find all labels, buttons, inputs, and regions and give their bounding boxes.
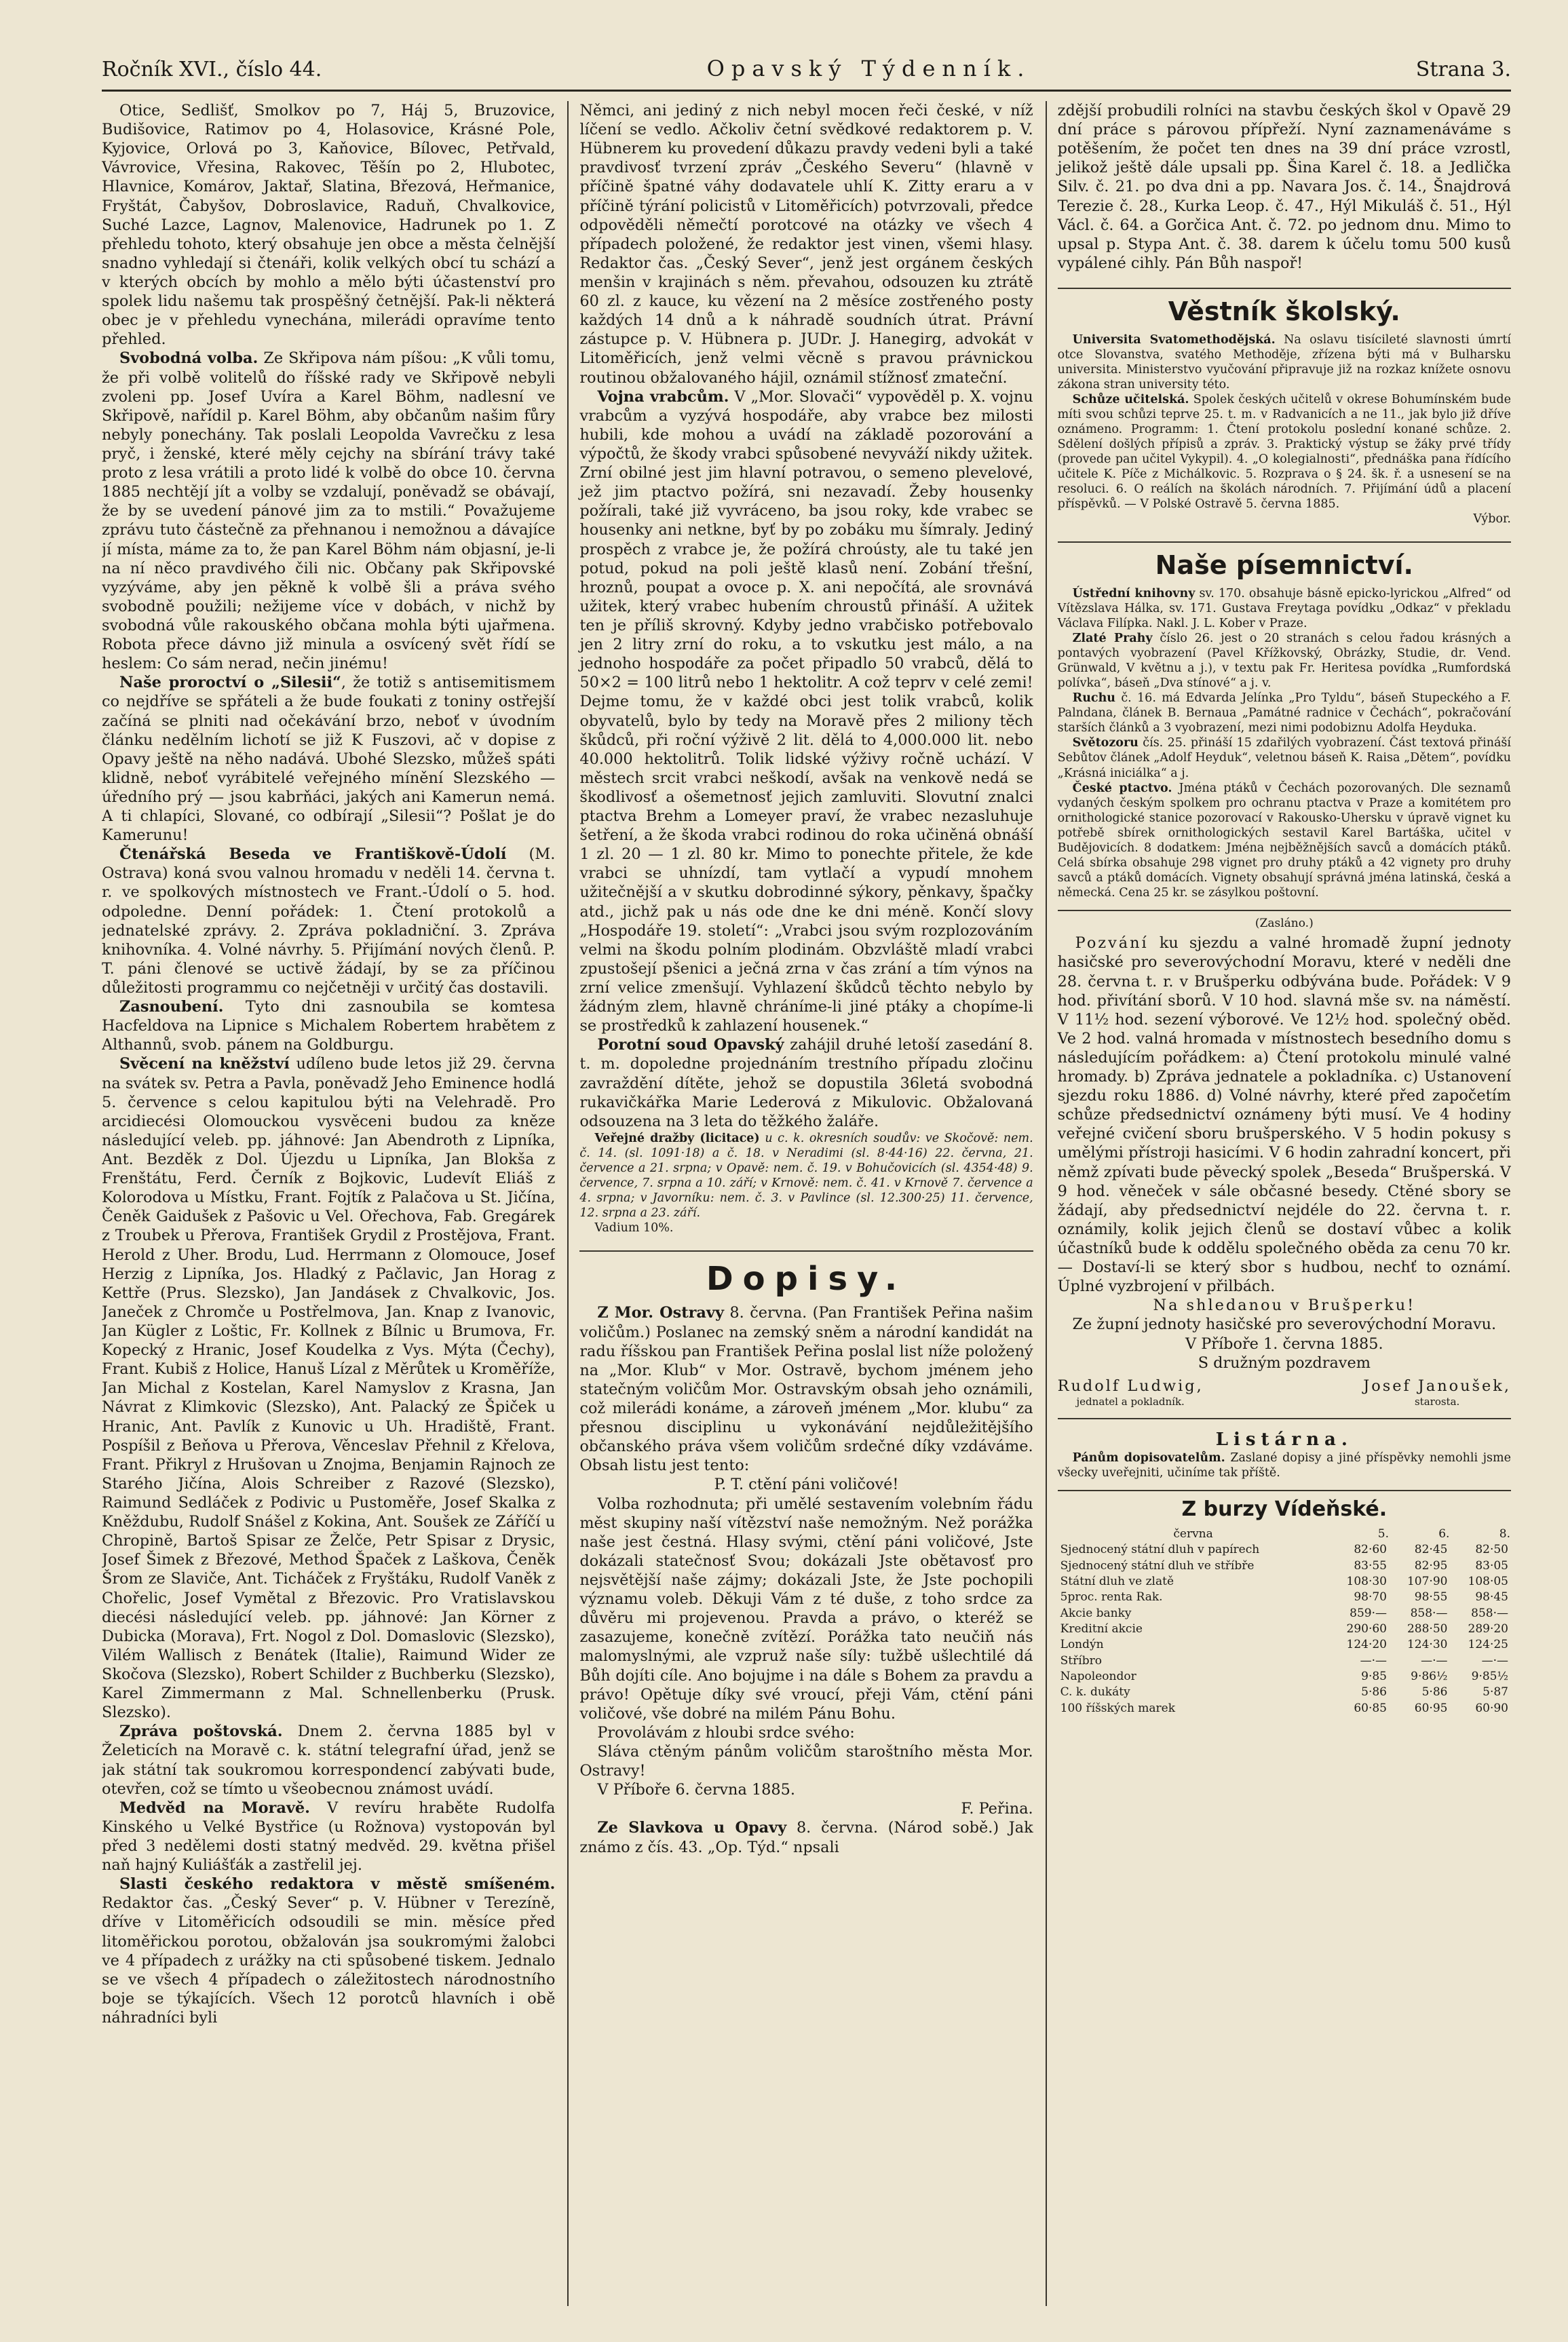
headline: Naše proroctví o „Silesii“ (119, 674, 341, 692)
article-text: ku sjezdu a valné hromadě župní jednoty hasičské pro severovýchodní Moravu, které v neděli dne 28. června t. r. v Brušperku odbývána bude. Pořádek: V 9 hod. přivítání sborů. V 10 hod. slavná mše sv. na náměstí. V 11½ hod. sezení výborové. Ve 12½ hod. společný oběd. Ve 2 hod. valná hromada v místnostech besedního domu s následujícím pořádkem: a) Čtení protokolu minulé valné hromady. b) Zpráva jednatele a pokladníka. c) Ustanovení sjezdu roku 1886. d) Volné návrhy, které před započetím schůze předsednictví oznámeny býti musí. Ve 4 hodiny veřejné cvičení sboru brušperského. V 5 hodin pokusy s umělými přístroji hasicími. V 6 hodin zahradní koncert, při němž zpívati bude pěvecký spolek „Beseda“ Brušperská. V 9 hod. věneček v sále občasné besedy. Ctěné sbory se žádají, aby předsednictví nejdéle do 22. června t. r. oznámily, kolik jejich členů se dostaví vůbec a kolik účastníků bude k oddělu společného oběda za cenu 70 kr. — Dostaví-li se který sbor s hudbou, nechť to oznámí. Úplné vyzbrojení v přilbách. (1057, 934, 1511, 1296)
burza-value: 98·45 (1475, 1590, 1508, 1605)
headline: Medvěd na Moravě. (119, 1799, 310, 1817)
headline: Zpráva poštovská. (119, 1723, 283, 1741)
burza-row-label: 5proc. renta Rak. (1060, 1590, 1163, 1605)
article-text: V revíru hraběte Rudolfa Kinského u Velké Bystřice (u Rožnova) vystopován byl před 3 nedělemi dosti statný medvěd. 29. května přišel naň hajný Kuliášťák a zastřelil jej. (102, 1799, 556, 1875)
invitation-greeting: Na shledanou v Brušperku! (1153, 1297, 1416, 1315)
burza-value: 98·70 (1354, 1590, 1387, 1605)
article-vojna-vrabcum (579, 387, 1033, 1036)
article-porotni-soud (579, 1035, 1033, 1131)
article-citenarska-beseda (102, 845, 555, 997)
article-text: č. 16. má Edvarda Jelínka „Pro Tyldu“, báseň Stupeckého a F. Palndana, článek B. Bernaua „Památné radnice v Čechách“, pokračování starších článků a 3 vyobrazení, mezi nimi podobiznu Adolfa Heyduka. (1057, 691, 1511, 735)
divider (1058, 1418, 1511, 1419)
burza-value: 82·50 (1475, 1543, 1508, 1557)
invitation (1058, 934, 1511, 1296)
burza-row-label: Sjednocený státní dluh v papírech (1060, 1543, 1260, 1557)
article-text: Jména ptáků v Čechách pozorovaných. Dle seznamů vydaných českým spolkem pro ochranu ptactva v Praze a komitétem pro ornithologické stanice pozorovací v Rakousko-Uhersku v úpravě vignet ku potřebě sbírek ornithologických sestavil Karel Bartáška, učitel v Budějovicích. 8 dodatkem: Jména nejběžnějších savců a domácích ptáků. Celá sbírka obsahuje 298 vignet pro druhy ptáků a 42 vignety pro druhy savců a ptáků domácích. Vignety obsahují správná jména latinská, česká a německá. Cena 25 kr. se zásylkou poštovní. (1057, 781, 1511, 900)
burza-value: 60·95 (1414, 1701, 1448, 1715)
page-number: Strana 3. (1415, 58, 1511, 81)
article-text: sv. 170. obsahuje básně epicko-lyrickou „Alfred“ od Vítězslava Hálka, sv. 171. Gustava Freytaga povídku „Odkaz“ v překladu Václava Filípka. Nakl. J. L. Kober v Praze. (1057, 586, 1511, 631)
burza-value: 83·05 (1475, 1558, 1508, 1573)
section-dopisy-title: Dopisy. (579, 1250, 1033, 1299)
section-vestnik-title: Věstník školský. (1058, 288, 1511, 328)
headline: Pánům dopisovatelům. (1072, 1451, 1225, 1465)
section-pisemnictvi-title: Naše písemnictví. (1058, 541, 1511, 582)
headline: Čtenářská Beseda ve Františkově-Údolí (119, 845, 507, 864)
burza-row-label: Londýn (1060, 1638, 1104, 1652)
burza-value: 82·95 (1414, 1558, 1448, 1573)
burza-value: 9·85 (1361, 1670, 1387, 1684)
headline: Svobodná volba. (119, 349, 259, 368)
article-text: Na oslavu tisícileté slavnosti úmrtí otce Slovanstva, svatého Methoděje, zřízena býti má v Bulharsku universita. Ministerstvo vyučování připravuje již na rozkaz knížete osnovu zákona stran university této. (1057, 332, 1511, 391)
article-slasti (102, 1875, 555, 2027)
signature-ludwig: Rudolf Ludwig, jednatel a pokladník. (1057, 1377, 1204, 1408)
section-pisemnictvi (1058, 586, 1511, 900)
headline: Universita Svatomethodějská. (1072, 332, 1276, 347)
article-text: čís. 25. přináší 15 zdařilých vyobrazení. Část textová přináší Sebůtov článek „Adolf Heyduk“, veletnou báseň K. Raisa „Dětem“, povídku „Krásná iniciálka“ a j. (1057, 736, 1511, 780)
section-vestnik (1058, 332, 1511, 527)
burza-row-label: Akcie banky (1060, 1606, 1132, 1620)
article-zasnoubeni (102, 997, 555, 1054)
burza-row-label: Stříbro (1060, 1653, 1102, 1668)
article-text: Redaktor čas. „Český Sever“ p. V. Hübner v Terezíně, dříve v Litoměřicích odsoudili se min. měsíce před litoměřickou porotou, obžalován jsa soukromými žalobci ve 4 případech z urážky na cti spůsobené tiskem. Jednalo se ve všech 4 případech o záležitostech národnostního boje se týkajících. Všech 12 porotců hlavních i obě náhradníci byli (102, 1894, 556, 2027)
headline: Porotní soud Opavský (597, 1036, 784, 1054)
burza-value: 82·45 (1414, 1543, 1448, 1557)
burza-value: 289·20 (1468, 1622, 1508, 1636)
letter-slavkov (579, 1818, 1033, 1856)
burza-value: —·— (1360, 1653, 1387, 1668)
article-text: udíleno bude letos již 29. června na svátek sv. Petra a Pavla, poněvadž Jeho Eminence hodlá 5. července s celou kapitulou býti na Velehradě. Pro arcidiecési Olomouckou vysvěceni budou za kněze následující veleb. pp. jáhnové: Jan Abendroth z Lipníka, Ant. Bezděk z Dol. Újezdu u Lipníka, Jan Blokša z Frenštátu, Ferd. Černík z Bojkovic, Ludevít Eliáš z Kolorodova u Místku, Frant. Fojtík z Palačova u St. Jičína, Čeněk Gaidušek z Pašovic u Vel. Ořechova, Fab. Gregárek z Troubek u Přerova, František Grydil z Prostějova, Frant. Herold z Uher. Brodu, Lud. Herrmann z Olomouce, Josef Herzig z Lipníka, Jos. Hladký z Pačlavic, Jan Horag z Kettře (Prus. Slezsko), Jan Jandásek z Chvalkovic, Jos. Janeček z Chromče u Postřelmova, Jan. Knap z Ivanovic, Jan Kügler z Loštic, Fr. Kollnek z Bílnic u Brumova, Fr. Kopecký z Hranic, Josef Koudelka z Vys. Mýta (Čechy), Frant. Kubiš z Holice, Hanuš Lízal z Měrůtek u Kroměříže, Jan Michal z Kostelan, Karel Namyslov z Krasna, Jan Návrat z Klimkovic (Slezsko), Ant. Palacký ze Špiček u Hranic, Ant. Pavlík z Kunovic u Uh. Hradiště, Frant. Pospíšil z Beňova u Přerova, Věnceslav Přehnil z Křelova, Frant. Přikryl z Hrušovan u Znojma, Benjamin Rajnoch ze Starého Jičína, Alois Schreiber z Razové (Slezsko), Raimund Sedláček z Podivic u Pustoměře, Josef Skalka z Kněždubu, Rudolf Snášel z Kokina, Ant. Soušek ze Záříčí u Chropině, Bartoš Spisar ze Želče, Petr Spisar z Drysic, Josef Šimek z Březové, Method Špaček z Laškova, Čeněk Šrom ze Slaviče, Ant. Ticháček z Fryštáku, Rudolf Vaněk z Chořelic, Josef Vymětal z Březovic. Pro Vratislavskou diecési následující veleb. pp. jáhnové: Jan Körner z Dubicka (Morava), Frt. Nogol z Dol. Domaslovic (Slezsko), Vilém Wallisch z Benátek (Italie), Raimund Wider ze Skočova (Slezsko), Robert Schilder z Buchberku (Slezsko), Karel Zimmermann z Mal. Schnellenberku (Prusk. Slezsko). (102, 1055, 556, 1722)
burza-row-label: C. k. dukáty (1060, 1685, 1130, 1700)
burza-value: 9·86½ (1411, 1670, 1448, 1684)
burza-value: 9·85½ (1471, 1670, 1508, 1684)
column-2 (567, 101, 1033, 2306)
burza-value: 858·— (1471, 1606, 1508, 1620)
letter-closing: Provolávám z hloubi srdce svého: (597, 1723, 855, 1742)
burza-value: 108·30 (1346, 1575, 1387, 1589)
burza-value: 288·50 (1407, 1622, 1448, 1636)
burza-row-label: Sjednocený státní dluh ve stříbře (1060, 1558, 1255, 1573)
invitation-from: Ze župní jednoty hasičské pro severovýchodní Moravu. (1072, 1316, 1497, 1334)
burza-header-row (1058, 1527, 1511, 1542)
burza-header-day: 5. (1377, 1527, 1389, 1541)
listarna-title: Listárna. (1215, 1429, 1353, 1450)
burza-value: 107·90 (1407, 1575, 1448, 1589)
invitation-regards: S družným pozdravem (1198, 1354, 1371, 1372)
signature-janousek: Josef Janoušek, starosta. (1363, 1377, 1511, 1408)
listarna (1058, 1451, 1511, 1480)
table-row (1058, 1669, 1511, 1685)
headline: Světozoru (1072, 736, 1139, 750)
article-text: Tyto dni zasnoubila se komtesa Hacfeldova na Lipnice s Michalem Robertem hrabětem z Althannů, svob. pánem na Goldburgu. (102, 998, 556, 1054)
zaslano-label: (Zasláno.) (1058, 910, 1511, 931)
headline: Z Mor. Ostravy (597, 1304, 724, 1322)
burza-value: 124·20 (1346, 1638, 1387, 1652)
burza-value: 98·55 (1414, 1590, 1448, 1605)
headline: Vojna vrabcům. (597, 387, 729, 406)
newspaper-title: Opavský Týdenník. (706, 56, 1031, 81)
letter-place-date: V Příboře 6. června 1885. (597, 1781, 796, 1799)
table-row (1058, 1701, 1511, 1716)
burza-row-label: Kreditní akcie (1060, 1622, 1143, 1636)
article-sveceni (102, 1054, 555, 1722)
burza-value: 60·85 (1354, 1701, 1387, 1715)
volume-issue: Ročník XVI., číslo 44. (102, 58, 322, 81)
article-text: Ze Skřipova nám píšou: „K vůli tomu, že při volbě volitelů do říšské rady ve Skřipově nebyli zvoleni pp. Josef Uvíra a Karel Böhm, nadlesní ve Skřipově, nařídil p. Karel Böhm, aby občanům našim fůry nebyly ponechány. Tak poslali Leopolda Vavrečku z lesa pryč, i ženské, které měly cejchy na sbírání trávy také proto z lesa vrátili a proto lidé k volbě do obce 10. června 1885 nechtějí jít a volby se vzdalují, poněvadž se obávají, že by se uvedení pánové jim za to mstili.“ Považujeme zprávu tuto částečně za přehnanou i nemožnou a dávajíce jí místa, máme za to, že pan Karel Böhm nám objasní, je-li na ní něco pravdivého čili nic. Občany pak Skřipovské vyzýváme, aby jen pěkně k volbě šli a práva svého svobodně použili; nežijeme více v dobách, v nichž by svobodná vůle rakouského občana mohla býti ujařmena. Robota přece dávno již minula a osvícený svět řídí se heslem: Co sám nerad, nečin jinému! (102, 349, 556, 673)
article-postovska (102, 1722, 555, 1798)
table-row (1058, 1558, 1511, 1574)
article-text: Spolek českých učitelů v okrese Bohumínském bude míti svou schůzi teprve 25. t. m. v Radvanicích a ne 11., jak bylo již dříve oznámeno. Programm: 1. Čtení protokolu poslední konané schůze. 2. Sdělení došlých přípisů a zpráv. 3. Praktický výstup se žáky prvé třídy (provede pan učitel Vykypil). 4. „O kolegialnosti“, přednáška pana řídícího učitele K. Píče z Michálkovic. 5. Rozprava o § 24. šk. ř. a usnesení se na resoluci. 6. O reálích na školách národních. 7. Přijímání údů a placení příspěvků. — V Polské Ostravě 5. června 1885. (1057, 392, 1511, 512)
invitation-signatures (1058, 1377, 1511, 1408)
article-proroctvi (102, 673, 555, 845)
burza-header-day: 8. (1499, 1527, 1510, 1541)
article-text: 8. června. (Pan František Peřina našim voličům.) Poslanec na zemský sněm a národní kandidát na radu říšskou pan František Peřina poslal list níže položený na „Mor. Klub“ v Mor. Ostravě, bychom jménem jeho statečným voličům Mor. Ostravským obsah jeho oznámili, což milerádi konáme, a zároveň jménem „Mor. klubu“ za přesnou disciplinu u vykonávání nejdůležitějšího občanského práva všem voličům srdečné díky vzdáváme. Obsah listu jest tento: (579, 1304, 1033, 1475)
burza-value: 60·90 (1475, 1701, 1508, 1715)
headline: Schůze učitelská. (1072, 392, 1189, 406)
article-participation: Otice, Sedlišť, Smolkov po 7, Háj 5, Bruzovice, Budišovice, Ratimov po 4, Holasovice, Krásné Pole, Kyjovice, Orlová po 3, Kaňovice, Bílovec, Petřvald, Vávrovice, Vřesina, Rakovec, Těšín po 2, Hlubotec, Hlavnice, Komárov, Jaktař, Slatina, Březová, Heřmanice, Fryštát, Čabyšov, Dobroslavice, Raduň, Chvalkovice, Suché Lazce, Lagnov, Malenovice, Hadrunek po 1. Z přehledu tohoto, který obsahuje jen obce a města čelnější snadno vyhledají si čtenáři, kolik velkých obcí tu schází a v kterých obcích by mohlo a mělo býti účastenství pro spolek lidu našemu tak prospěšný četnější. Pak-li některá obec je v přehledu vynechána, milerádi opravíme tento přehled. (102, 102, 556, 349)
article-text: Zaslané dopisy a jiné příspěvky nemohli jsme všecky uveřejniti, učiníme tak příště. (1057, 1451, 1511, 1480)
burza-value: 5·86 (1421, 1685, 1448, 1700)
headline: Ruchu (1072, 691, 1116, 706)
burza-value: —·— (1481, 1653, 1508, 1668)
auctions-text: u c. k. okresních soudův: ve Skočově: nem. č. 14. (sl. 1091·18) a č. 18. v Neradimi (sl. 8·44·16) 22. června, 21. července a 21. srpna; v Opavě: nem. č. 19. v Bohučovicích (sl. 4354·48) 9. července, 7. srpna a 10. září; v Krnově: nem. č. 41. v Krnově 7. července a 4. srpna; v Javorníku: nem. č. 3. v Pavlince (sl. 12.300·25) 11. července, 12. srpna a 23. září. (579, 1131, 1033, 1221)
burza-row-label: Napoleondor (1060, 1670, 1136, 1684)
burza-value: 5·87 (1483, 1685, 1508, 1700)
article-svobodna-volba (102, 349, 555, 673)
headline: České ptactvo. (1072, 781, 1172, 795)
article-text: (M. Ostrava) koná svou valnou hromadu v neděli 14. června t. r. ve spolkových místnostech ve Frant.-Údolí o 5. hod. odpoledne. Denní pořádek: 1. Čtení protokolů a jednatelské zprávy. 2. Zpráva pokladniční. 3. Zpráva knihovníka. 4. Volné návrhy. 5. Přijímání nových členů. P. T. páni členové se uctivě žádají, by se za příčinou důležitosti programmu co nejčetněji v určitý čas dostavili. (102, 845, 556, 997)
burza-value: 108·05 (1468, 1575, 1508, 1589)
headline: Ústřední knihovny (1072, 586, 1196, 600)
letter-toast: Sláva ctěným pánům voličům staroštního města Mor. Ostravy! (579, 1742, 1033, 1780)
burza-value: 290·60 (1346, 1622, 1387, 1636)
auctions-note: Vadium 10%. (594, 1221, 674, 1235)
burza-row-label: Státní dluh ve zlatě (1060, 1575, 1174, 1589)
letter-ostrava (579, 1303, 1033, 1475)
invitation-date: V Příboře 1. června 1885. (1185, 1335, 1383, 1353)
letter-signature: F. Peřina. (961, 1800, 1033, 1818)
columns (102, 101, 1511, 2306)
burza-row-label: 100 říšských marek (1060, 1701, 1176, 1715)
article-text: , že totiž s antisemitismem co nejdříve se spřáteli a že bude foukati z toniny ostřejší začíná se plniti nad očekávání brzo, neboť v úvodním článku nedělním lichotí se již K Fuszovi, ač v dopise z Opavy ještě na něho nadává. Ubohé Slezsko, můžeš spáti klidně, neboť vyrábitelé veřejného mínění Slezského — úředního prý — jsou kabrňáci, jakých ani Kamerun nemá. A ti chlapíci, Slované, co odbírají „Silesii“? Pošlat je do Kamerunu! (102, 674, 556, 845)
headline: Zasnoubení. (119, 998, 224, 1016)
article-text: zahájil druhé letoší zasedání 8. t. m. dopoledne projednáním trestního případu zločinu zavraždění dítěte, jehož se dopustila 36letá svobodná rukavičkářka Marie Lederová z Mikulovic. Obžalovaná odsouzena na 3 leta do těžkého žaláře. (579, 1036, 1033, 1130)
table-row (1058, 1685, 1511, 1700)
article-text: 8. června. (Národ sobě.) Jak známo z čís. 43. „Op. Týd.“ npsali (579, 1819, 1033, 1856)
burza-value: —·— (1421, 1653, 1448, 1668)
headline: Ze Slavkova u Opavy (597, 1819, 787, 1837)
table-row (1058, 1542, 1511, 1558)
headline: Pozvání (1075, 934, 1149, 953)
article-text: číslo 26. jest o 20 stranách s celou řadou krásných a pontavých vyobrazení (Pavel Křížkovský, Obrázky, Studie, dr. Vend. Grünwald, V květnu a j.), v textu pak Fr. Heritesa povídka „Rumfordská polívka“, báseň „Dva stínové“ a j. v. (1057, 632, 1511, 691)
article-slavkov-continued: zdější probudili rolníci na stavbu českých škol v Opavě 29 dní práce s párovou přípřeží. Nyní zaznamenáváme s potěšením, že počet ten dnes na 39 dní práce vzrostl, jelikož ještě dále upsali pp. Šina Karel č. 18. a Jedlička Silv. č. 21. po dva dni a pp. Navara Jos. č. 14., Šnajdrová Terezie č. 28., Kurka Leop. č. 47., Hýl Mikuláš č. 51., Hýl Václ. č. 64. a Gorčica Ant. č. 72. po jednom dnu. Mimo to upsal p. Stypa Ant. č. 38. darem k účelu tomu 500 kusů vypálené cihly. Pán Bůh naspoř! (1057, 102, 1511, 272)
table-row (1058, 1606, 1511, 1621)
burza-value: 124·30 (1407, 1638, 1448, 1652)
burza-value: 859·— (1350, 1606, 1387, 1620)
headline: Slasti českého redaktora v městě smíšeném. (119, 1875, 556, 1894)
burza-value: 82·60 (1354, 1543, 1387, 1557)
article-medved (102, 1799, 555, 1875)
burza-value: 83·55 (1354, 1558, 1387, 1573)
auctions-notice (579, 1131, 1033, 1235)
letter-address: P. T. ctění páni voličové! (714, 1476, 899, 1494)
burza-value: 5·86 (1361, 1685, 1387, 1700)
burza-value: 124·25 (1468, 1638, 1508, 1652)
vestnik-signature: Výbor. (1473, 512, 1511, 526)
article-slasti-continued: Němci, ani jediný z nich nebyl mocen řeči české, v níž líčení se vedlo. Ačkoliv četní svědkové redaktorem p. V. Hübnerem ku provedení důkazu pravdy vedeni byli a také pravdivosť tvrzení zpráv „Českého Severu“ (hlavně v příčině špatné váhy dodavatele uhlí K. Zitty eraru a v příčině týrání policistů v Litoměřicích) potvrzovali, předce odpověděli němečtí porotcové na otázky ve všech 4 případech položené, že redaktor jest vinen, všemi hlasy. Redaktor čas. „Český Sever“, jenž jest orgánem českých menšin v krajinách s něm. převahou, odsouzen ku ztrátě 60 zl. z kauce, ku vězení na 2 měsíce zostřeného posty každých 14 dnů a k náhradě soudních útrat. Právní zástupce p. V. Hübnera p. JUDr. J. Hanegirg, advokát v Litoměřicích, jenž velmi věcně s pravou právnickou routinou obžalovaného hájil, oznámil stížnosť zmateční. (579, 102, 1033, 387)
headline: Svěcení na kněžství (119, 1055, 290, 1073)
column-3 (1046, 101, 1511, 2306)
table-row (1058, 1637, 1511, 1653)
table-row (1058, 1590, 1511, 1605)
article-text: Dnem 2. června 1885 byl v Želeticích na Moravě c. k. státní telegrafní úřad, jenž se jak státní tak soukromou korrespondencí zabývati bude, otevřen, což se tímto u všeobecnou známost uvádí. (102, 1723, 556, 1798)
table-row (1058, 1653, 1511, 1669)
burza-value: 858·— (1410, 1606, 1448, 1620)
masthead (102, 56, 1511, 92)
column-1 (102, 101, 555, 2306)
article-text: V „Mor. Slovači“ vypověděl p. X. vojnu vrabcům a vyzývá hospodáře, aby vrabce bez milosti hubili, kde mohou a uvádí na základě pozorování a výpočtů, že škody vrabci spůsobené nevyváží nikdy užitek. Zrní obilné jest jim hlavní potravou, o semeno plevelové, jež jim ptactvo požírá, sni nezavadí. Žeby housenky požírali, také již vyvráceno, ba jsou roky, kde vrabec se housenky ani netkne, byť by po zobáku mu šímraly. Jediný prospěch z vrabce je, že požírá chroústy, ale tu také jen potud, pokud na poli ještě klasů není. Zobání třešní, hroznů, poupat a ovoce p. X. ani nepočítá, ale srovnává užitek, který vrabec hubením chroustů přináší. A užitek ten je příliš skrovný. Kdyby jedno vrabčisko potřebovalo jen 2 litry zrní do roku, a to vskutku jest málo, a na jednoho hospodáře za počet připadlo 50 vrabců, dělá to 50×2 = 100 litrů nebo 1 hektolitr. A což teprv v celé zemi! Dejme tomu, že v každé obci jest tolik vrabců, kolik obyvatelů, bylo by tedy na Moravě přes 2 miliony těch škůdců, při roční výživě 2 lit. dělá to 4,000.000 lit. nebo 40.000 hektolitrů. Tolik lidské výživy ročně uchází. V městech srcit vrabci neškodí, avšak na venkově nedá se škodlivosť a ošemetnosť jejich zamluviti. Slovutní znalci ptactva Brehm a Lomeyer praví, že vrabec nezasluhuje šetření, a že škoda vrabci rodinou do roka učiněná obnáší 1 zl. 20 — 1 zl. 80 kr. Mimo to ponechte přitele, že kde vrabci se uhnízdí, tam vytlačí a vypudí mnohem užitečnější a v skutku dobrodinné sýkory, pěnkavy, špačky atd., jichž pak u nás ode dne ke dni méně. Končí slovy „Hospodáře 19. století“: „Vrabci jsou svým rozplozováním velmi na škodu polním plodinám. Obzvláště mladí vrabci zpustošejí pšenici a ječná zrna v čas zrání a tím výnos na zrní velice zmenšují. Vyhlazení škůdců těchto nebylo by žádným zlem, hlavně chráníme-li jiné ptáky a chopíme-li se prostředků k zahlazení housenek.“ (579, 387, 1033, 1035)
burza-title: Z burzy Vídeňské. (1058, 1490, 1511, 1522)
letter-body: Volba rozhodnuta; při umělé sestavením volebním řádu měst skupiny naší vítězství naše nemožným. Než porážka naše jest čestná. Hlasy svými, ctění páni voličové, Jste dokázali statečnosť Svou; dokázali Jste obětavosť pro nejsvětější naše zájmy; dokázali Jste, že Jste pochopili významu voleb. Děkuji Vám z té duše, z toho srdce za důvěru mi projevenou. Pravda a právo, o kteréž se zasazujeme, konečně zvítězí. Porážka tato neučiň nás malomyslnými, ale vzpruž naše síly: tužbě ušlechtilé dá Bůh dojíti cíle. Ano bojujme i na dále s Bohem za pravdu a právo! Opětuje díky své vroucí, přeji Vám, ctění páni voličové, vše dobré na milém Pánu Bohu. (579, 1495, 1033, 1723)
table-row (1058, 1621, 1511, 1637)
burza-header-month: června (1173, 1527, 1213, 1541)
headline: Veřejné dražby (licitace) (594, 1131, 760, 1145)
headline: Zlaté Prahy (1072, 632, 1153, 646)
table-row (1058, 1574, 1511, 1590)
burza-table (1058, 1527, 1511, 1716)
burza-header-day: 6. (1438, 1527, 1450, 1541)
